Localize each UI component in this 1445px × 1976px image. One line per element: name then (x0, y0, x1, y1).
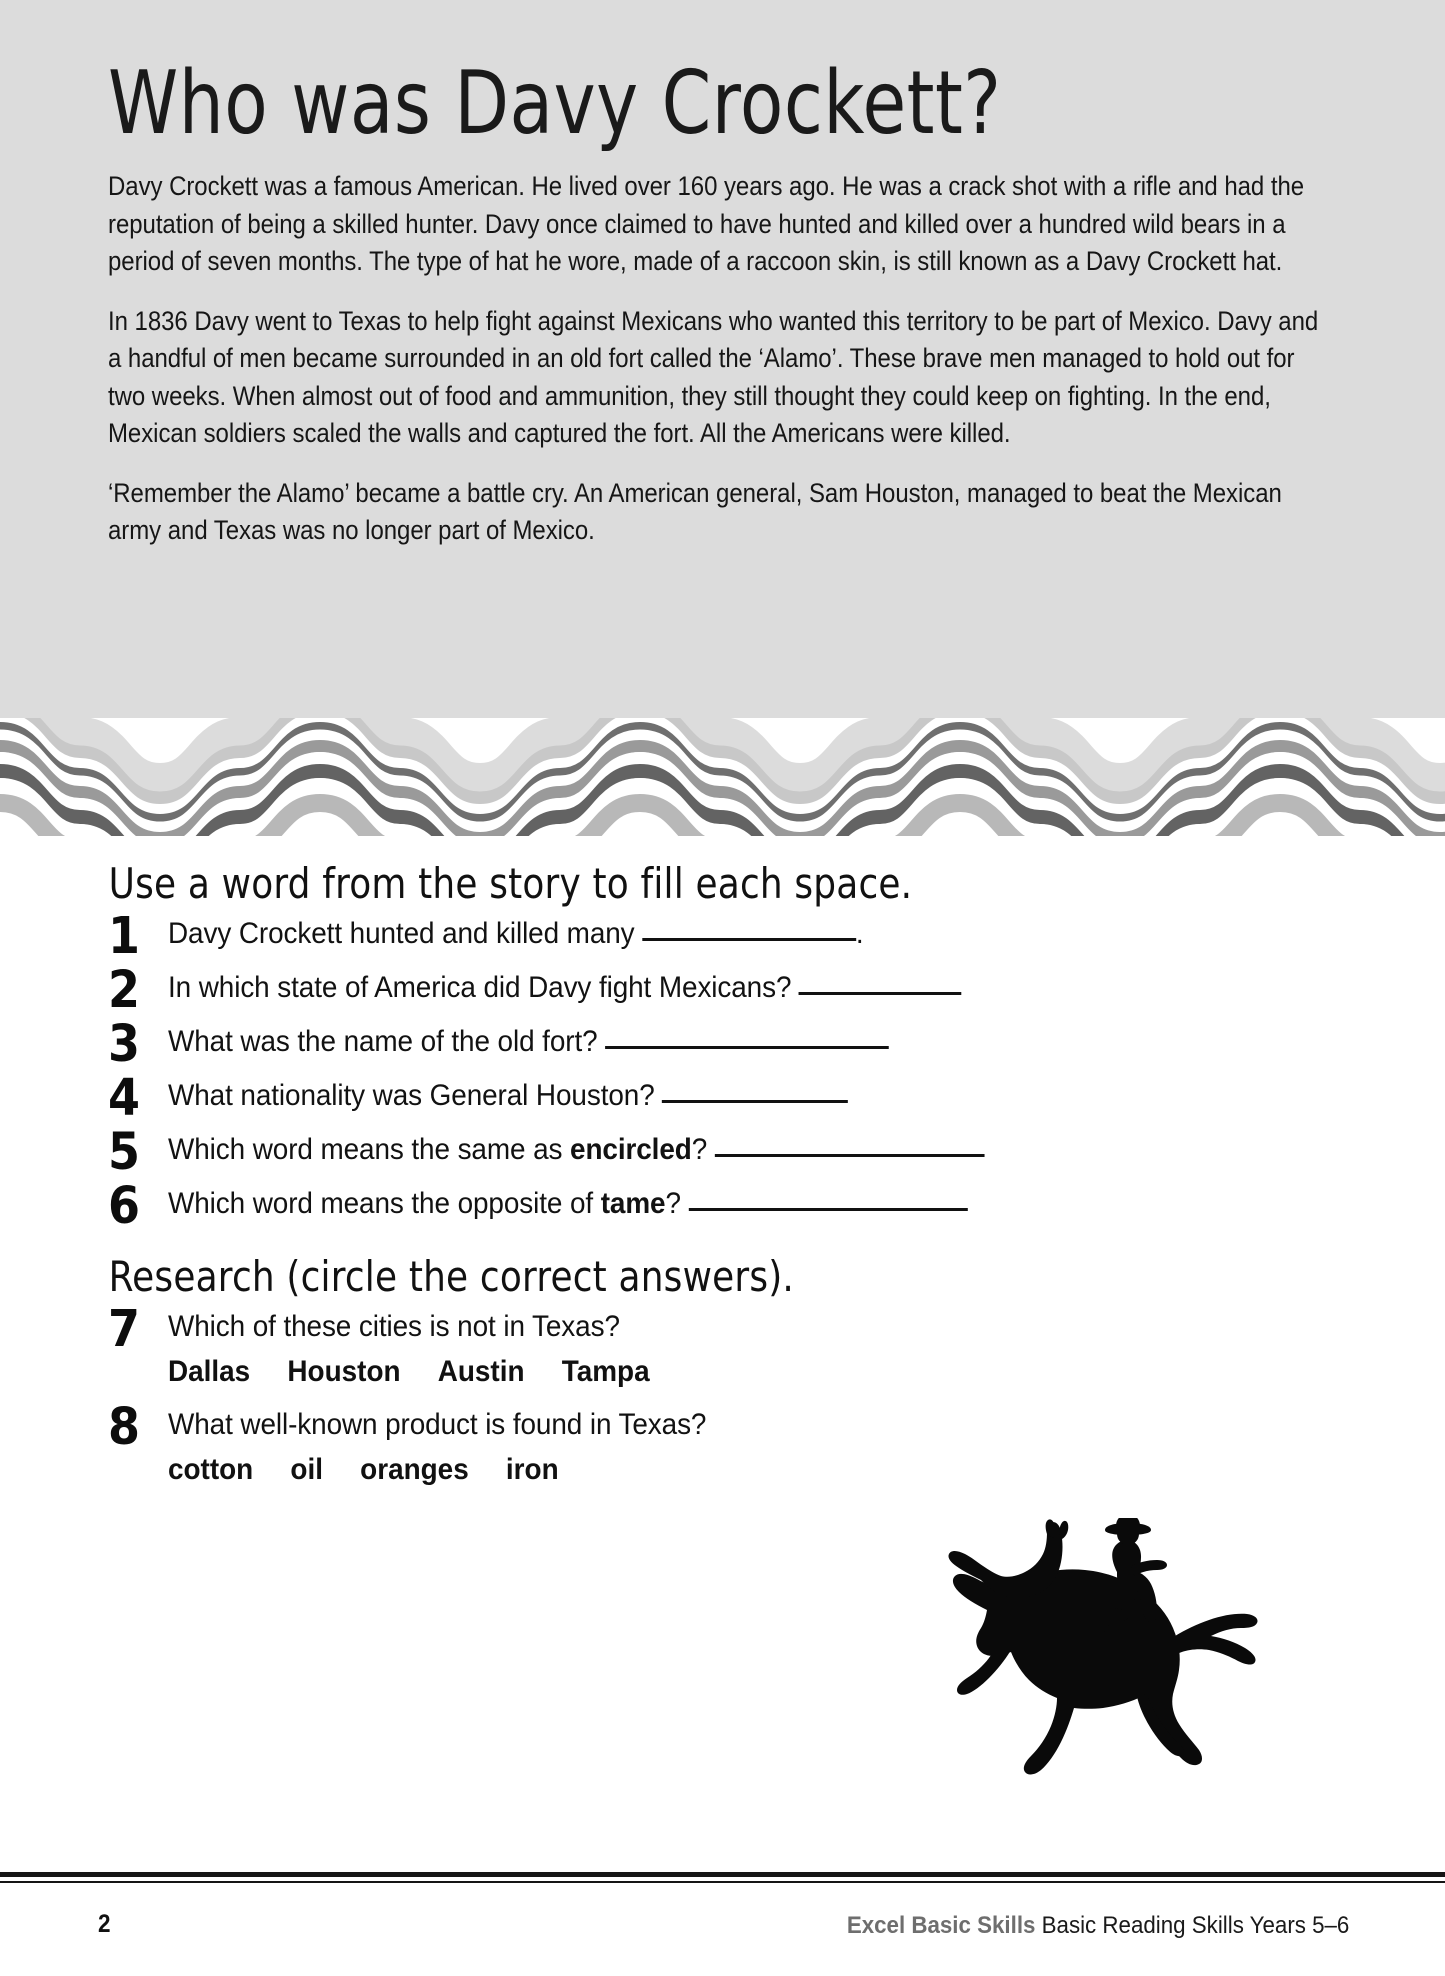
question-suffix: ? (691, 1133, 708, 1166)
fill-question-row (0, 1067, 1445, 1127)
question-number: 1 (108, 905, 141, 965)
questions-section (0, 860, 1445, 1492)
question-body (168, 965, 1385, 1011)
question-body (168, 1127, 1385, 1173)
footer-page-number: 2 (98, 1910, 111, 1938)
cowboy-on-horse-graphic (935, 1518, 1290, 1803)
footer-brand: Excel Basic Skills (846, 1912, 1036, 1939)
question-text (168, 1019, 1300, 1065)
question-number: 7 (108, 1298, 141, 1358)
question-prompt: What nationality was General Houston? (168, 1079, 655, 1112)
question-prompt: Davy Crockett hunted and killed many (168, 917, 635, 950)
question-text (168, 1181, 1300, 1227)
fill-question-row (0, 1175, 1445, 1235)
cowboy-on-horse-icon (935, 1518, 1290, 1803)
footer-credit (846, 1912, 1349, 1940)
answer-option[interactable]: oranges (360, 1453, 469, 1486)
story-paragraph-2: In 1836 Davy went to Texas to help fight against Mexicans who wanted this territory to be part of Mexico. Davy and a handful of men became surrounded in an old fort called the ‘Alamo’. These brave men managed to hold out for two weeks. When almost out of food and ammunition, they still thought they could keep on fighting. In the end, Mexican soldiers scaled the walls and captured the fort. All the Americans were killed. (108, 305, 1319, 448)
fill-question-list (0, 905, 1445, 1235)
question-prompt: Which word means the same as (168, 1133, 563, 1166)
answer-blank[interactable] (715, 1132, 985, 1157)
fill-question-row (0, 1013, 1445, 1073)
answer-option[interactable]: Tampa (561, 1355, 650, 1388)
answer-blank[interactable] (642, 916, 856, 941)
answer-options (168, 1448, 1300, 1492)
question-number: 5 (108, 1121, 141, 1181)
question-body (168, 911, 1385, 957)
question-number: 8 (108, 1396, 141, 1456)
question-number: 3 (108, 1013, 141, 1073)
wave-divider (0, 718, 1445, 848)
footer-rule-thin (0, 1881, 1445, 1883)
story-paragraph-3: ‘Remember the Alamo’ became a battle cry. An American general, Sam Houston, managed to beat the Mexican army and Texas was no longer part of Mexico. (108, 477, 1282, 545)
footer-divider (0, 1872, 1445, 1883)
question-number: 2 (108, 959, 141, 1019)
question-prompt: What was the name of the old fort? (168, 1025, 598, 1058)
question-text: Which of these cities is not in Texas? (168, 1310, 620, 1343)
answer-options (168, 1350, 1300, 1394)
question-text (168, 1127, 1300, 1173)
answer-option[interactable]: cotton (168, 1453, 254, 1486)
question-suffix: ? (665, 1187, 681, 1220)
fill-question-row (0, 959, 1445, 1019)
question-prompt: Which word means the opposite of (168, 1187, 594, 1220)
answer-blank[interactable] (662, 1078, 848, 1103)
story-content (108, 52, 1338, 550)
answer-option[interactable]: Austin (437, 1355, 525, 1388)
question-number: 4 (108, 1067, 141, 1127)
research-question-list (0, 1298, 1445, 1492)
answer-blank[interactable] (688, 1186, 967, 1211)
fill-question-row (0, 905, 1445, 965)
page-title: Who was Davy Crockett? (108, 52, 1002, 155)
question-body (168, 1019, 1385, 1065)
question-trailing: . (855, 917, 864, 950)
fill-instruction: Use a word from the story to fill each space. (108, 860, 913, 909)
question-keyword: encircled (570, 1133, 692, 1166)
answer-option[interactable]: oil (290, 1453, 323, 1486)
answer-option[interactable]: iron (505, 1453, 559, 1486)
story-paragraph-1: Davy Crockett was a famous American. He lived over 160 years ago. He was a crack shot with a rifle and had the reputation of being a skilled hunter. Davy once claimed to have hunted and killed over a hundred wild bears in a period of seven months. The type of hat he wore, made of a raccoon skin, is still known as a Davy Crockett hat. (108, 171, 1305, 276)
research-question-row (0, 1298, 1445, 1394)
question-text (168, 1073, 1300, 1119)
research-question-row (0, 1396, 1445, 1492)
answer-blank[interactable] (605, 1024, 889, 1049)
question-number: 6 (108, 1175, 141, 1235)
question-text: What well-known product is found in Texas? (168, 1408, 707, 1441)
page-footer (0, 1902, 1445, 1962)
answer-option[interactable]: Dallas (168, 1355, 251, 1388)
question-body (168, 1181, 1385, 1227)
question-text (168, 965, 1300, 1011)
answer-option[interactable]: Houston (287, 1355, 401, 1388)
answer-blank[interactable] (799, 970, 962, 995)
question-prompt: In which state of America did Davy fight Mexicans? (168, 971, 792, 1004)
question-body (168, 1073, 1385, 1119)
question-keyword: tame (600, 1187, 666, 1220)
fill-question-row (0, 1121, 1445, 1181)
wave-divider-graphic (0, 718, 1445, 848)
question-body (168, 1402, 1385, 1492)
question-body (168, 1304, 1385, 1394)
footer-series: Basic Reading Skills Years 5–6 (1035, 1912, 1349, 1939)
question-text (168, 911, 1300, 957)
story-panel (0, 0, 1445, 790)
research-instruction: Research (circle the correct answers). (108, 1253, 795, 1302)
